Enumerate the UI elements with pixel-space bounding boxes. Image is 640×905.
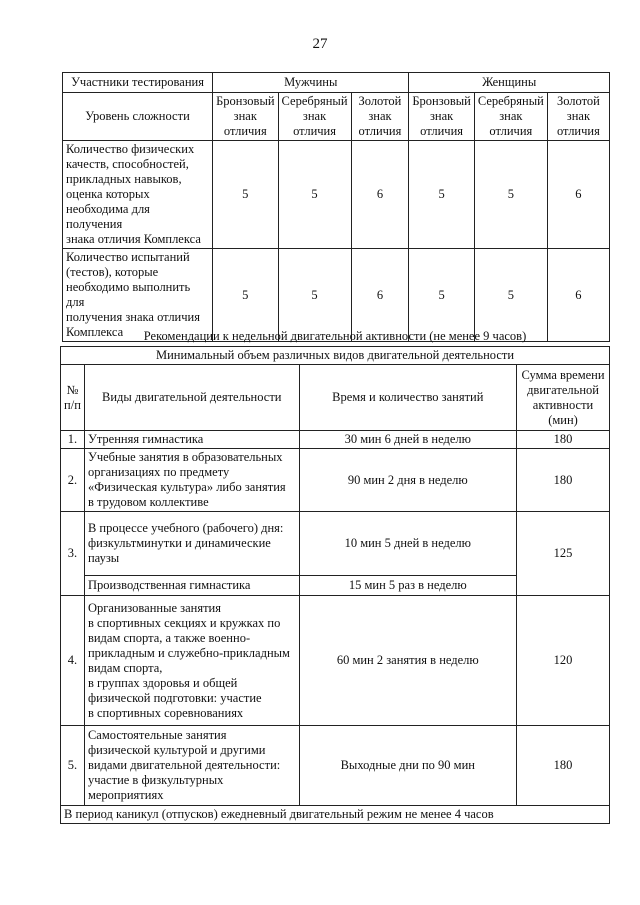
level-cell: Серебряный знак отличия: [278, 93, 351, 141]
row-num: 3.: [61, 512, 85, 596]
level-cell: Золотой знак отличия: [351, 93, 409, 141]
table-row: [61, 726, 610, 806]
activity-cell: Самостоятельные занятия физической культурой и другими видами двигательной деятельности: участие в физкультурных мероприятиях: [84, 726, 299, 806]
time-header: Время и количество занятий: [299, 365, 516, 431]
activity-table: [60, 346, 610, 824]
value-cell: 5: [213, 249, 278, 342]
time-cell: Выходные дни по 90 мин: [299, 726, 516, 806]
value-cell: 5: [409, 141, 474, 249]
time-cell: 60 мин 2 занятия в неделю: [299, 596, 516, 726]
row-num: 2.: [61, 449, 85, 512]
level-cell: Золотой знак отличия: [547, 93, 609, 141]
time-cell: 15 мин 5 раз в неделю: [299, 576, 516, 596]
time-cell: 10 мин 5 дней в неделю: [299, 512, 516, 576]
value-cell: 6: [547, 249, 609, 342]
table-row: [61, 449, 610, 512]
value-cell: 5: [409, 249, 474, 342]
level-cell: Серебряный знак отличия: [474, 93, 547, 141]
time-cell: 90 мин 2 дня в неделю: [299, 449, 516, 512]
value-cell: 6: [351, 249, 409, 342]
sum-header: Сумма времени двигательной активности (мин): [517, 365, 610, 431]
activity-cell: Организованные занятия в спортивных секциях и кружках по видам спорта, а также военно- прикладным и служебно-прикладным видам спорта, в группах здоровья и общей физической подготовки: участие в спортивных соревнованиях: [84, 596, 299, 726]
badge-requirements-table: [62, 72, 610, 342]
row-num: 1.: [61, 431, 85, 449]
row-num: 4.: [61, 596, 85, 726]
women-header: Женщины: [409, 73, 610, 93]
row-num: 5.: [61, 726, 85, 806]
activity-subheader: Минимальный объем различных видов двигательной деятельности: [61, 347, 610, 365]
activity-table-caption: Рекомендации к недельной двигательной активности (не менее 9 часов): [143, 329, 527, 343]
level-cell: Бронзовый знак отличия: [409, 93, 474, 141]
table-row: [63, 249, 610, 342]
page-number: 27: [312, 36, 328, 52]
table-row: [61, 512, 610, 576]
men-header: Мужчины: [213, 73, 409, 93]
activity-cell: Учебные занятия в образовательных организациях по предмету «Физическая культура» либо занятия в трудовом коллективе: [84, 449, 299, 512]
level-cell: Бронзовый знак отличия: [213, 93, 278, 141]
activity-cell: В процессе учебного (рабочего) дня: физкультминутки и динамические паузы: [84, 512, 299, 576]
sum-cell: 120: [517, 596, 610, 726]
value-cell: 5: [474, 249, 547, 342]
sum-cell: 180: [517, 449, 610, 512]
table-row: [61, 431, 610, 449]
sum-cell: 125: [517, 512, 610, 596]
value-cell: 6: [351, 141, 409, 249]
value-cell: 5: [278, 141, 351, 249]
time-cell: 30 мин 6 дней в неделю: [299, 431, 516, 449]
table-row: [63, 141, 610, 249]
value-cell: 5: [278, 249, 351, 342]
row-label: Количество испытаний (тестов), которые необходимо выполнить для получения знака отличия Комплекса: [63, 249, 213, 342]
row-label: Количество физических качеств, способностей, прикладных навыков, оценка которых необходима для получения знака отличия Комплекса: [63, 141, 213, 249]
sum-cell: 180: [517, 726, 610, 806]
level-label: Уровень сложности: [63, 93, 213, 141]
activity-cell: Производственная гимнастика: [84, 576, 299, 596]
table-row: [61, 596, 610, 726]
value-cell: 5: [474, 141, 547, 249]
value-cell: 5: [213, 141, 278, 249]
num-header: № п/п: [61, 365, 85, 431]
vacation-note: В период каникул (отпусков) ежедневный двигательный режим не менее 4 часов: [61, 806, 610, 824]
activity-header: Виды двигательной деятельности: [84, 365, 299, 431]
participants-header: Участники тестирования: [63, 73, 213, 93]
sum-cell: 180: [517, 431, 610, 449]
value-cell: 6: [547, 141, 609, 249]
activity-cell: Утренняя гимнастика: [84, 431, 299, 449]
